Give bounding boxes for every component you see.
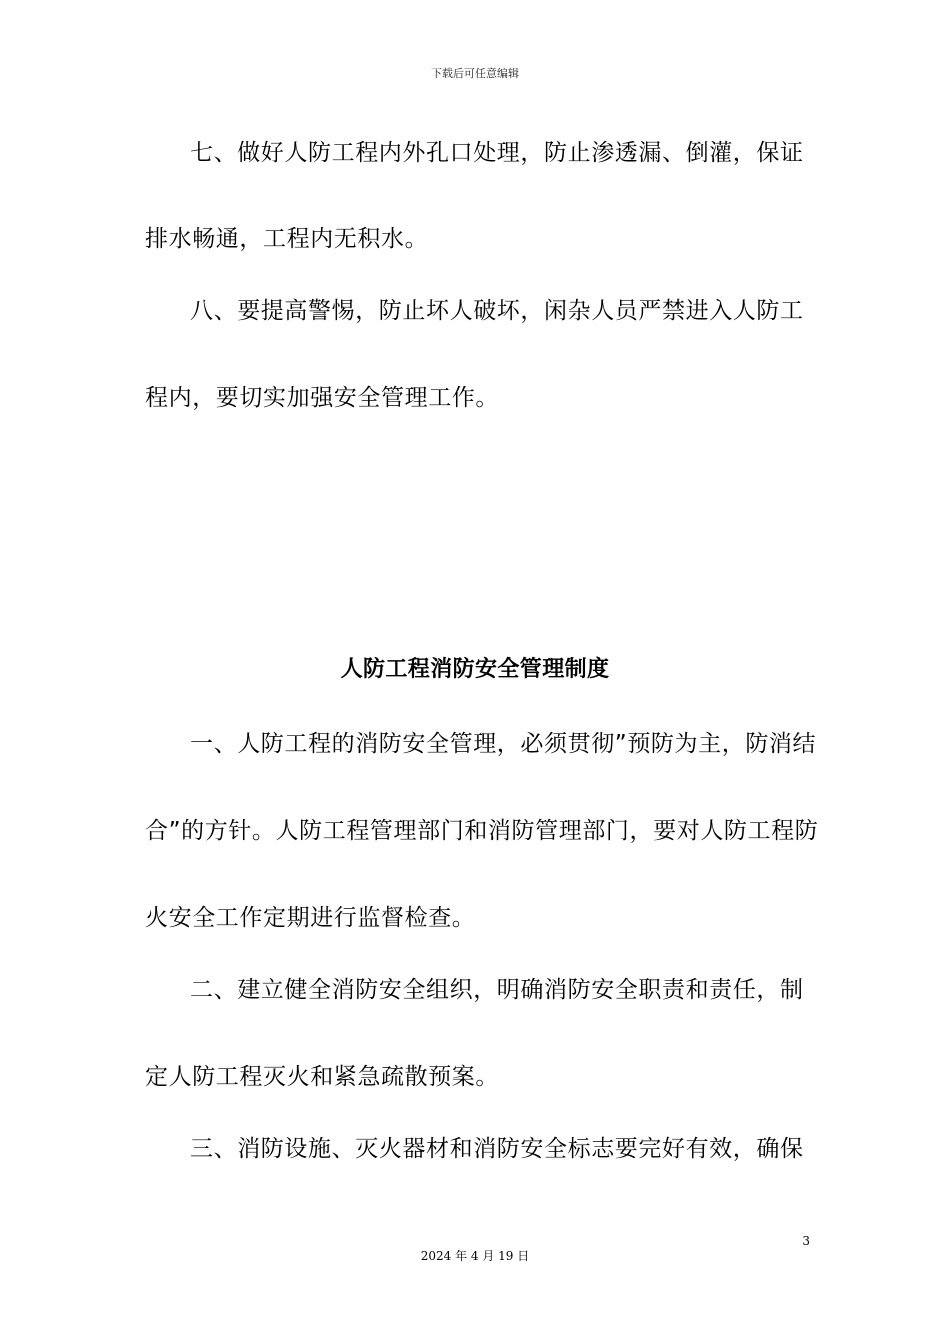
item-1-line-2: 合”的方针。人防工程管理部门和消防管理部门，要对人防工程防 [145,818,819,844]
item-3-line-1: 三、消防设施、灭火器材和消防安全标志要完好有效，确保 [190,1136,804,1162]
page-footer-date: 2024 年 4 月 19 日 [420,1249,530,1263]
item-7-line-1: 七、做好人防工程内外孔口处理，防止渗透漏、倒灌，保证 [190,140,804,166]
item-1-line-3: 火安全工作定期进行监督检查。 [145,905,476,931]
page-number: 3 [802,1234,810,1248]
item-1-line-1: 一、人防工程的消防安全管理，必须贯彻”预防为主，防消结 [190,731,817,757]
item-8-line-2: 程内，要切实加强安全管理工作。 [145,385,499,411]
section-title: 人防工程消防安全管理制度 [340,657,610,682]
item-2-line-2: 定人防工程灭火和紧急疏散预案。 [145,1064,499,1090]
item-7-line-2: 排水畅通，工程内无积水。 [145,226,429,252]
item-8-line-1: 八、要提高警惕，防止坏人破坏，闲杂人员严禁进入人防工 [190,298,804,324]
page-header: 下载后可任意编辑 [431,67,519,80]
item-2-line-1: 二、建立健全消防安全组织，明确消防安全职责和责任，制 [190,977,804,1003]
